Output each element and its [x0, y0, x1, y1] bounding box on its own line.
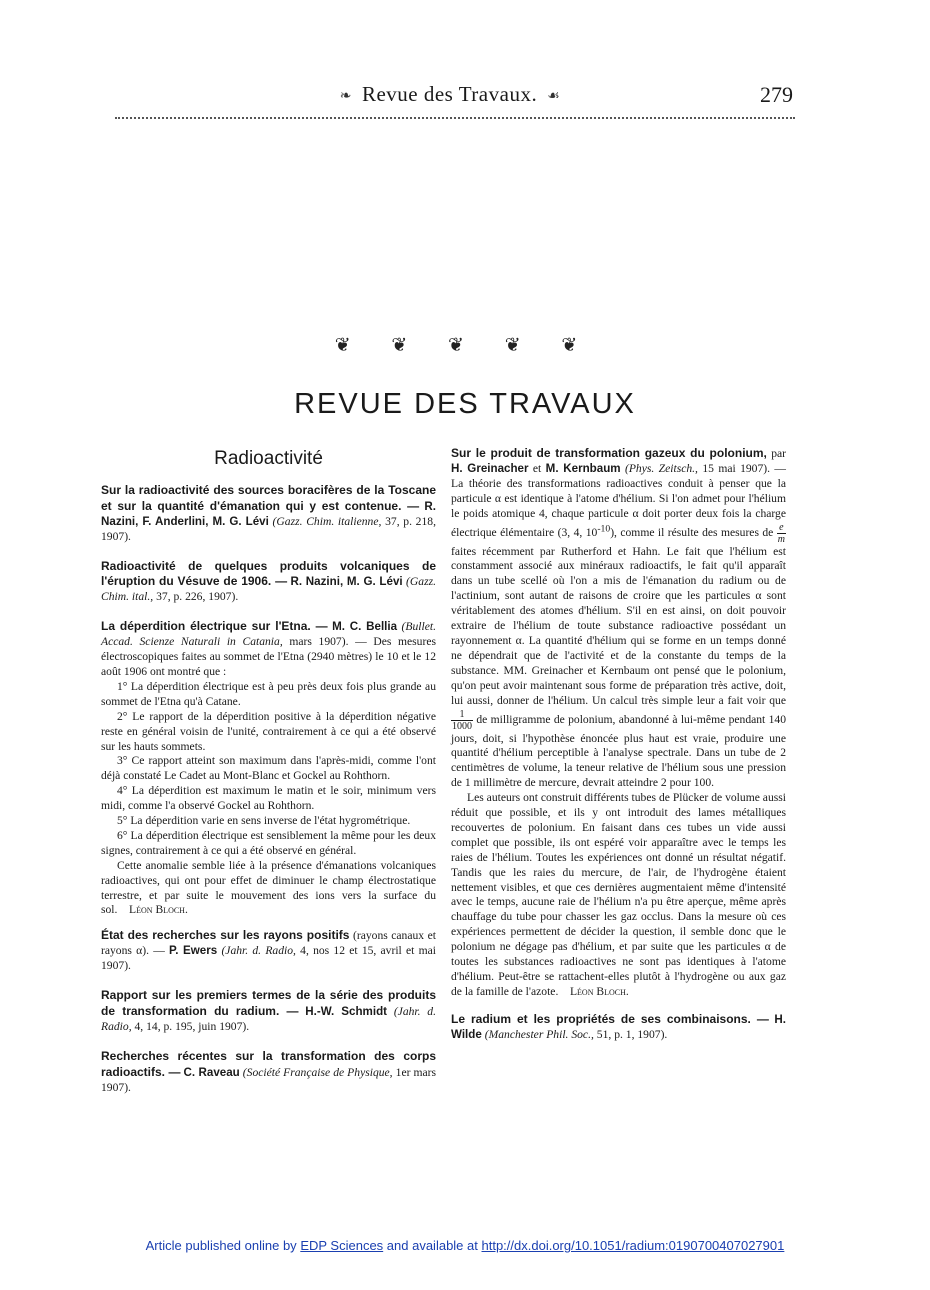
body-paragraph	[101, 859, 436, 919]
entry-reference: 37, p. 218, 1907).	[101, 514, 436, 543]
entry-author: H. Greinacher	[451, 461, 529, 475]
article-entry	[101, 619, 436, 918]
running-head-title-block	[300, 82, 600, 107]
fraction-numerator: 1	[451, 709, 473, 721]
paragraph-text: Les auteurs ont construit différents tubes de Plücker de volume aussi réduit que possible, et ils y ont introduit des lames métalliques recouvertes de polonium. En faisant dans ces tubes un vide aussi complet que possible, ils ont espéré voir apparaître avec le temps les raies de l'hélium. Toutes les expériences ont donné un résultat négatif. Tandis que les raies du mercure, de l'air, de l'hydrogène étaient nettement visibles, et que ces dernières augmentaient même d'intensité avec le temps, aucune raie de l'hélium n'a pu être aperçue, même après chauffage du tube pour chasser les gaz occlus. Dans la mesure où ces expériences permettent de décider la question, il semble donc que le polonium ne dégage pas d'hélium, et par suite que les particules α de toutes les substances radioactives ne sont pas identiques à l'atome d'hélium. Peut-être se rattachent-elles plutôt à l'hydrogène ou aux gaz de la famille de l'azote.	[451, 791, 786, 998]
entry-reference: 15 mai 1907). —	[702, 461, 787, 475]
entry-journal: (Phys. Zeitsch.,	[624, 461, 698, 475]
publication-footer	[0, 1238, 930, 1253]
entry-reference: 1er mars 1907).	[101, 1065, 437, 1094]
entry-text: et	[532, 461, 542, 475]
body-paragraph: 4° La déperdition est maximum le matin et le soir, minimum vers midi, comme l'a observé Gockel au Rohthorn.	[101, 784, 436, 813]
entry-authors: R. Nazini, F. Anderlini, M. G. Lévi	[101, 499, 436, 528]
entry-reference: 51, p. 1, 1907).	[596, 1027, 668, 1041]
footer-prefix: Article published online by	[145, 1238, 297, 1253]
entry-text: (rayons canaux et rayons α). —	[101, 929, 436, 958]
entry-authors: C. Raveau	[183, 1065, 240, 1079]
body-paragraph	[451, 791, 786, 1000]
entry-title: État des recherches sur les rayons positifs	[101, 928, 350, 943]
article-entry	[451, 446, 786, 1000]
entry-title: La déperdition électrique sur l'Etna. —	[101, 619, 328, 634]
entry-reference: 4, nos 12 et 15, avril et mai 1907).	[101, 944, 436, 973]
entry-journal: (Jahr. d. Radio,	[221, 944, 296, 958]
article-entry	[451, 1012, 786, 1043]
body-paragraph: 5° La déperdition varie en sens inverse de l'état hygrométrique.	[117, 814, 411, 828]
entry-author: M. Kernbaum	[545, 461, 621, 475]
ornament-left-icon: ❧	[339, 88, 352, 104]
entry-title: Radioactivité de quelques produits volcaniques de l'éruption du Vésuve de 1906. —	[101, 558, 436, 589]
right-column	[451, 446, 786, 1057]
entry-authors: H.-W. Schmidt	[305, 1005, 388, 1018]
signature: Léon Bloch.	[129, 903, 188, 917]
running-head-title: Revue des Travaux.	[361, 82, 538, 106]
entry-journal: (Manchester Phil. Soc.,	[484, 1027, 594, 1041]
article-entry	[101, 928, 436, 974]
entry-authors: P. Ewers	[169, 944, 218, 958]
fleuron-ornament-row: ❦ ❦ ❦ ❦ ❦	[334, 335, 596, 356]
body-paragraph: 6° La déperdition électrique est sensiblement la même pour les deux signes, contrairement à ce qui a été observé en général.	[101, 828, 436, 857]
paragraph-text: Cette anomalie semble liée à la présence d'émanations volcaniques radioactives, qui ont pour effet de diminuer le champ électrostatique terrestre, et par suite le mouvement des ions vers la surface du sol.	[101, 858, 436, 917]
entry-journal: (Jahr. d. Radio,	[101, 1005, 436, 1033]
section-title: Radioactivité	[214, 448, 323, 469]
publisher-link[interactable]: EDP Sciences	[300, 1238, 384, 1253]
fraction-denominator: 1000	[452, 720, 472, 732]
article-entry	[101, 988, 436, 1035]
signature: Léon Bloch.	[569, 984, 629, 998]
left-column	[101, 446, 436, 1110]
entry-journal: (Gazz. Chim. ital.,	[101, 575, 436, 604]
running-head	[0, 82, 930, 112]
paragraph-text: faites récemment par Rutherford et Hahn. Le fait que l'hélium est constamment associé aux minéraux radioactifs, le fait qu'il apparaît dans un tube scellé où l'on a mis de l'émanation du radium ou de l'actinium, sont autant de raisons de croire que les particules α sont véritablement des atomes d'hélium. S'il en est ainsi, on doit pouvoir extraire de l'hélium de toute substance radioactive possédant un rayonnement α. La quantité d'hélium qui se forme en un temps donné ne dépendrait que de l'activité et de la constante du temps de la substance. MM. Greinacher et Kernbaum ont pensé que le polonium, qu'on peut avoir maintenant sous forme de préparation très active, doit, lui aussi, donner de l'hélium. Un calcul très simple leur a fait voir que	[451, 544, 786, 707]
entry-title: Sur le produit de transformation gazeux du polonium,	[451, 446, 767, 460]
entry-authors: M. C. Bellia	[332, 620, 398, 634]
entry-title: Sur la radioactivité des sources boracifères de la Toscane et sur la quantité d'émanation qui y est contenue. —	[101, 482, 436, 513]
exponent: -10	[597, 522, 611, 534]
header-dotted-rule	[115, 117, 795, 119]
article-entry	[101, 559, 436, 606]
entry-authors: R. Nazini, M. G. Lévi	[290, 575, 403, 589]
fraction-e-over-m	[777, 522, 786, 545]
ornament-right-icon: ☙	[547, 88, 561, 104]
body-paragraph: 1° La déperdition électrique est à peu près deux fois plus grande au sommet de l'Etna qu'à Catane.	[101, 679, 436, 708]
footer-middle: and available at	[386, 1238, 478, 1253]
entry-authors: H. Wilde	[451, 1012, 786, 1041]
entry-journal: (Gazz. Chim. italienne,	[272, 514, 382, 528]
entry-reference: mars 1907). — Des mesures électroscopiques faites au sommet de l'Etna (2940 mètres) le 10 et le 12 août 1906 ont montré que :	[101, 635, 436, 678]
paragraph-text: ), comme il résulte des mesures de	[610, 525, 774, 539]
entry-text: par	[771, 447, 786, 460]
entry-reference: 4, 14, p. 195, juin 1907).	[134, 1019, 250, 1033]
page-number: 279	[760, 82, 793, 107]
entry-title: Le radium et les propriétés de ses combinaisons. —	[451, 1011, 769, 1026]
article-entry	[101, 1049, 436, 1096]
fraction-denominator: m	[777, 533, 785, 545]
body-paragraph: 2° Le rapport de la déperdition positive à la déperdition négative reste en général voisin de l'unité, contrairement à ce qui a été observé sur les hauts sommets.	[101, 709, 436, 753]
article-entry	[101, 483, 436, 545]
entry-heading	[101, 619, 436, 680]
body-paragraph: 3° Ce rapport atteint son maximum dans l'après-midi, comme l'ont déjà constaté Le Cadet au Mont-Blanc et Gockel au Rohthorn.	[101, 754, 436, 783]
entry-title: Rapport sur les premiers termes de la série des produits de transformation du radium. —	[101, 988, 436, 1018]
page-title: REVUE DES TRAVAUX	[294, 388, 636, 420]
doi-link[interactable]: http://dx.doi.org/10.1051/radium:0190700407027901	[481, 1238, 785, 1253]
paragraph-text: de milligramme de polonium, abandonné à lui-même pendant 140 jours, doit, si l'hypothèse énoncée plus haut est vraie, produire une quantité d'hélium perceptible à l'analyse spectrale. Dans un tube de 2 centimètres de volume, la teneur relative de l'hélium sous une pression de 1 millimètre de mercure, devrait atteindre 2 pour 100.	[451, 712, 787, 790]
paragraph-text: La théorie des transformations radioactives conduit à penser que la particule α est identique à l'atome d'hélium. Si l'on admet pour l'hélium le poids atomique 4, chaque particule α doit porter deux fois la charge électrique élémentaire (3, 4, 10	[451, 476, 786, 539]
entry-reference: 37, p. 226, 1907).	[156, 590, 239, 604]
entry-journal: (Bullet. Accad. Scienze Naturali in Catania,	[101, 620, 436, 649]
fraction-numerator: e	[777, 522, 786, 534]
entry-journal: (Société Française de Physique,	[242, 1065, 393, 1079]
entry-heading	[451, 446, 786, 791]
entry-title: Recherches récentes sur la transformation des corps radioactifs. —	[101, 1048, 436, 1079]
fraction-one-thousandth	[451, 709, 473, 732]
